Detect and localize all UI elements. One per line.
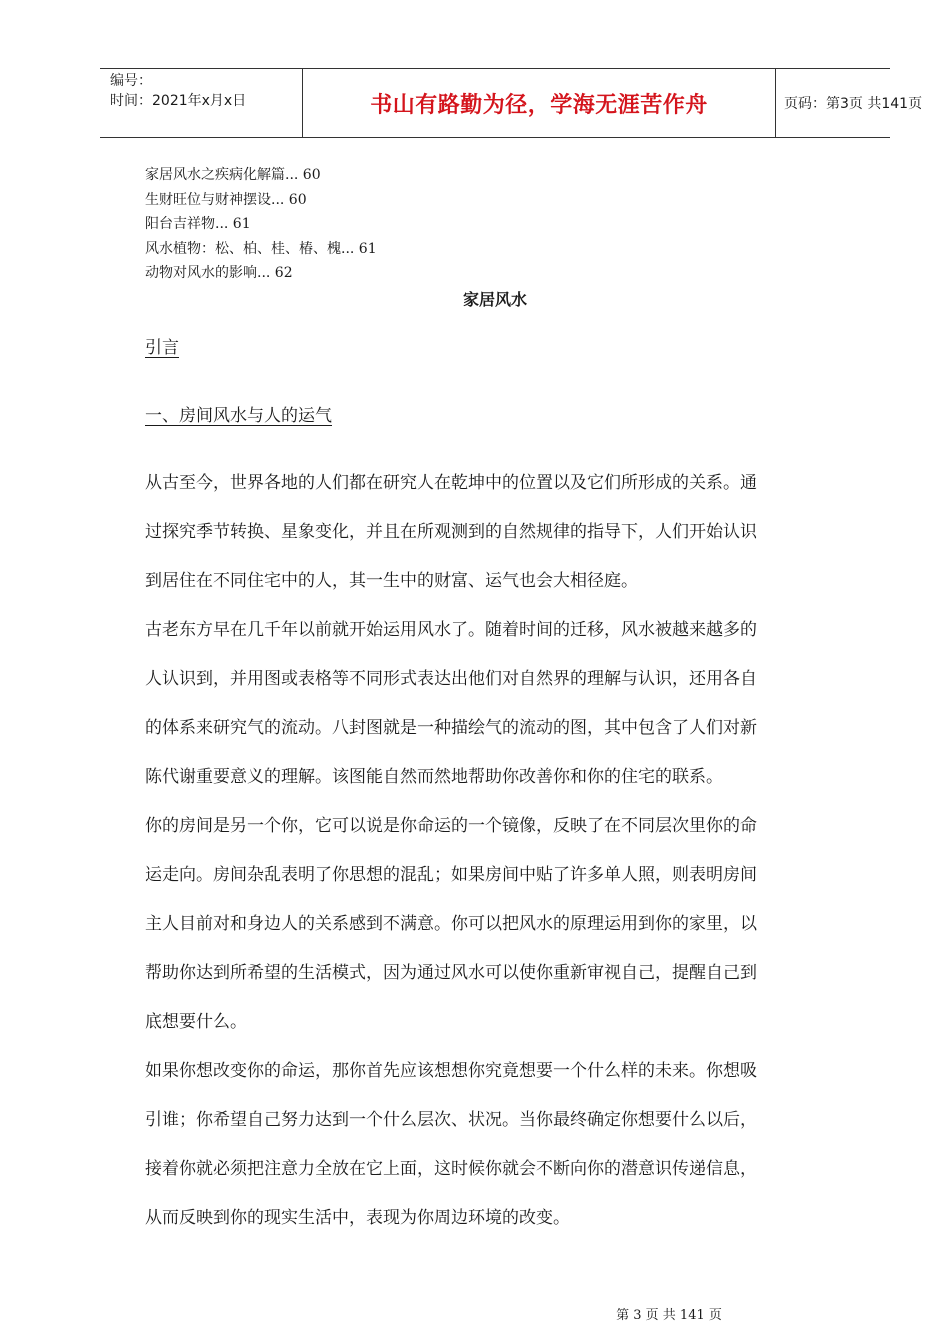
table-of-contents bbox=[145, 163, 645, 286]
number-label: 编号： bbox=[110, 73, 152, 89]
page-footer: 第 3 页 共 141 页 bbox=[616, 1308, 722, 1323]
body-line: 你的房间是另一个你，它可以说是你命运的一个镜像，反映了在不同层次里你的命 bbox=[145, 816, 757, 836]
document-title: 家居风水 bbox=[462, 290, 527, 309]
body-line: 底想要什么。 bbox=[145, 1012, 247, 1032]
header-meta bbox=[100, 69, 302, 137]
toc-item[interactable]: 阳台吉祥物... 61 bbox=[145, 216, 251, 232]
body-line: 古老东方早在几千年以前就开始运用风水了。随着时间的迁移，风水被越来越多的 bbox=[145, 620, 757, 640]
body-line: 过探究季节转换、星象变化，并且在所观测到的自然规律的指导下，人们开始认识 bbox=[145, 522, 757, 542]
body-line: 陈代谢重要意义的理解。该图能自然而然地帮助你改善你和你的住宅的联系。 bbox=[145, 767, 723, 787]
body-line: 从而反映到你的现实生活中，表现为你周边环境的改变。 bbox=[145, 1208, 570, 1228]
page-header bbox=[100, 68, 923, 138]
body-line: 帮助你达到所希望的生活模式，因为通过风水可以使你重新审视自己，提醒自己到 bbox=[145, 963, 757, 983]
body-line: 如果你想改变你的命运，那你首先应该想想你究竟想要一个什么样的未来。你想吸 bbox=[145, 1061, 757, 1081]
body-line: 从古至今，世界各地的人们都在研究人在乾坤中的位置以及它们所形成的关系。通 bbox=[145, 473, 757, 493]
body-line: 引谁；你希望自己努力达到一个什么层次、状况。当你最终确定你想要什么以后， bbox=[145, 1110, 757, 1130]
body-line: 的体系来研究气的流动。八封图就是一种描绘气的流动的图，其中包含了人们对新 bbox=[145, 718, 757, 738]
body-line: 主人目前对和身边人的关系感到不满意。你可以把风水的原理运用到你的家里，以 bbox=[145, 914, 757, 934]
heading-section-one[interactable]: 一、房间风水与人的运气 bbox=[145, 406, 332, 426]
toc-item[interactable]: 风水植物：松、柏、桂、椿、槐... 61 bbox=[145, 240, 377, 257]
heading-intro[interactable]: 引言 bbox=[145, 338, 179, 358]
body-line: 人认识到，并用图或表格等不同形式表达出他们对自然界的理解与认识，还用各自 bbox=[145, 669, 757, 689]
toc-item[interactable]: 动物对风水的影响... 62 bbox=[145, 265, 293, 281]
toc-item[interactable]: 家居风水之疾病化解篇... 60 bbox=[145, 167, 321, 183]
body-line: 接着你就必须把注意力全放在它上面，这时候你就会不断向你的潜意识传递信息， bbox=[145, 1159, 757, 1179]
header-motto: 书山有路勤为径，学海无涯苦作舟 bbox=[302, 69, 776, 137]
body-line: 运走向。房间杂乱表明了你思想的混乱；如果房间中贴了许多单人照，则表明房间 bbox=[145, 865, 757, 885]
toc-item[interactable]: 生财旺位与财神摆设... 60 bbox=[145, 191, 307, 208]
header-page-number: 页码：第3页 共141页 bbox=[784, 96, 923, 112]
body-line: 到居住在不同住宅中的人，其一生中的财富、运气也会大相径庭。 bbox=[145, 571, 638, 591]
body-text bbox=[145, 468, 837, 1252]
time-label: 时间：2021年x月x日 bbox=[110, 93, 247, 109]
